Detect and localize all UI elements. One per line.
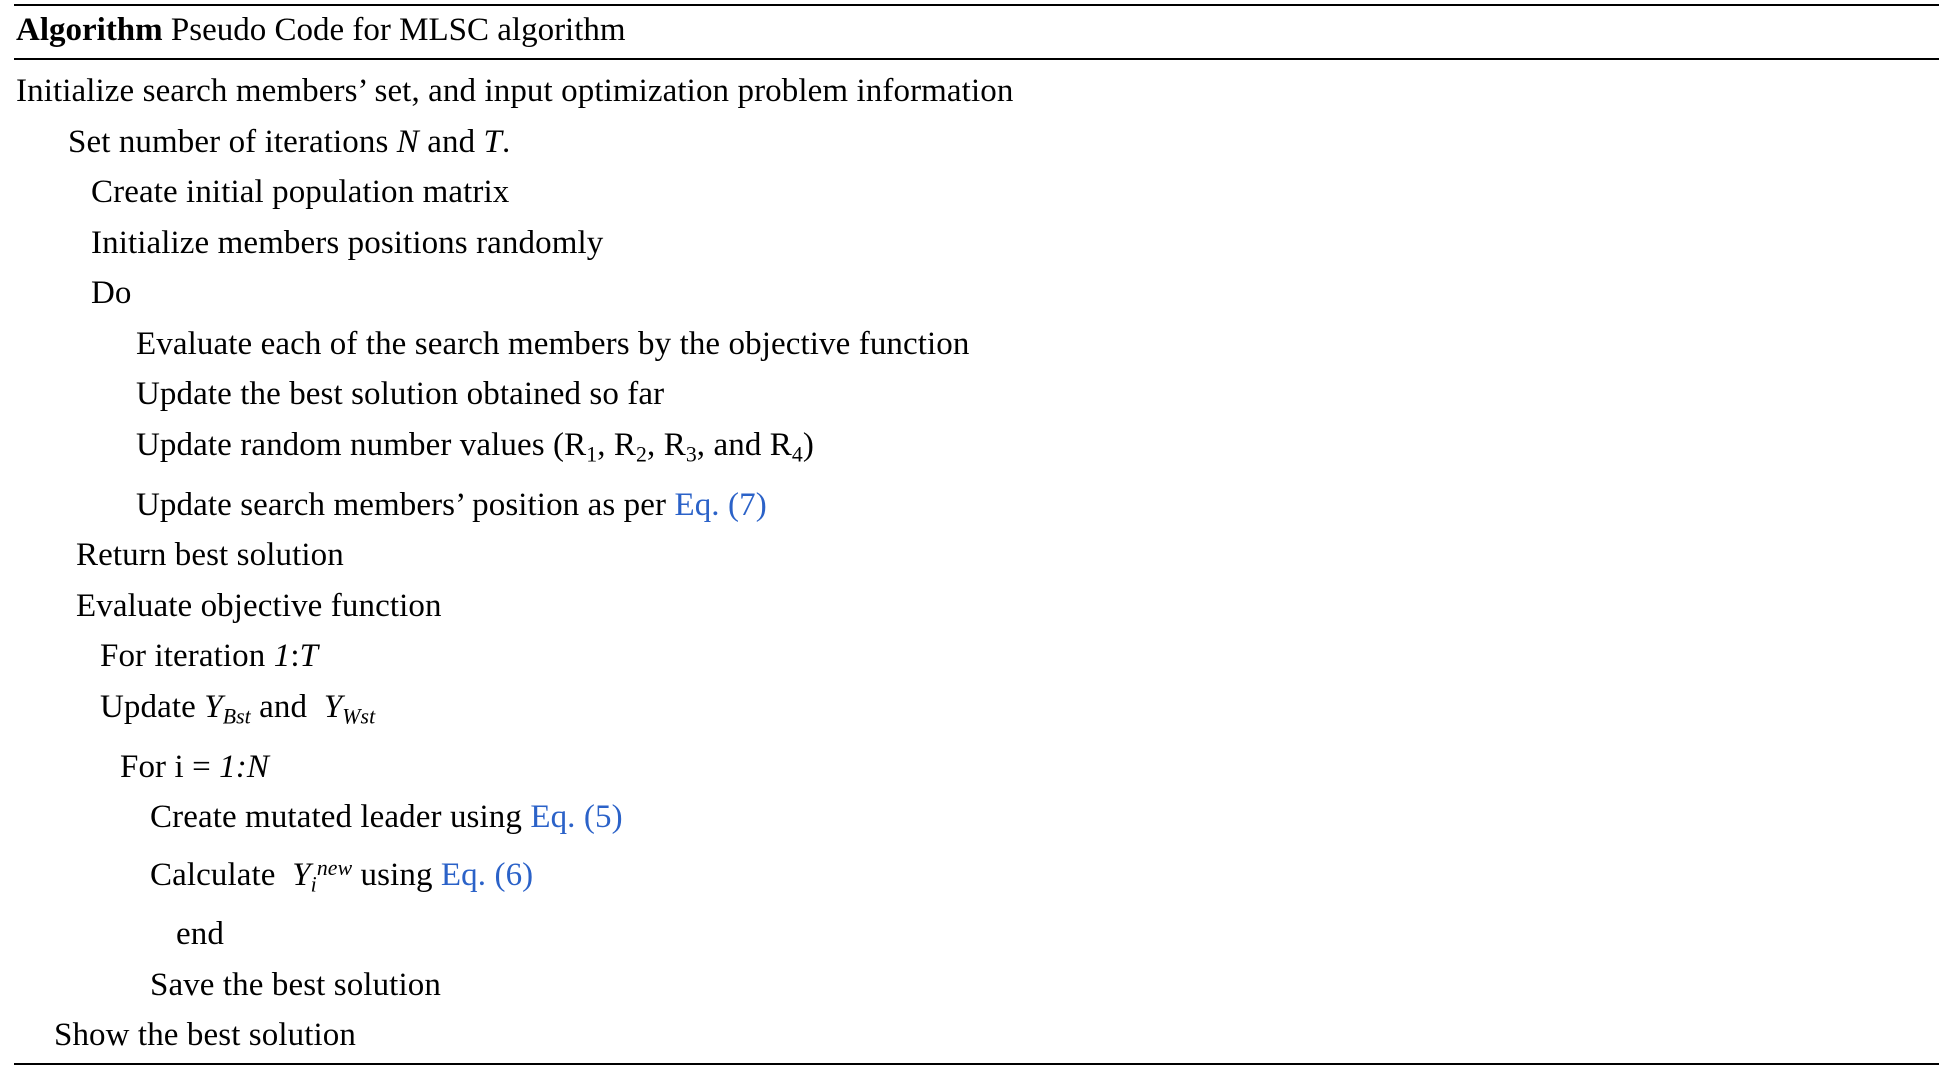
pseudocode-line: Calculate $Yi^{new}$ using Eq. (6) (150, 855, 534, 896)
pseudocode-line: Create mutated leader using Eq. (5) (150, 799, 623, 836)
pseudocode-line: Create initial population matrix (91, 174, 510, 210)
pseudocode-line: For i = 1:N (120, 748, 269, 785)
equation-ref-6[interactable]: Eq. (6) (440, 856, 534, 893)
pseudocode-line: Initialize members positions randomly (91, 224, 604, 261)
pseudocode-line: Show the best solution (54, 1017, 356, 1054)
pseudocode-line: Initialize search members’ set, and input optimization problem information (16, 73, 1014, 109)
algorithm-block (14, 4, 1939, 1065)
equation-ref-7[interactable]: Eq. (7) (674, 486, 767, 523)
pseudocode-line: Return best solution (76, 537, 344, 574)
pseudocode-body (14, 60, 1939, 1063)
pseudocode-line: For iteration 1:T (100, 638, 319, 675)
algorithm-keyword: Algorithm (16, 12, 163, 48)
pseudocode-line: Set number of iterations N and T. (68, 123, 511, 160)
pseudocode-line: end (176, 916, 224, 953)
pseudocode-line: Evaluate each of the search members by the objective function (136, 325, 970, 362)
pseudocode-line: Save the best solution (150, 966, 441, 1003)
algorithm-title: Pseudo Code for MLSC algorithm (162, 12, 626, 48)
bottom-rule (14, 1063, 1939, 1065)
pseudocode-line: Update YBst and YWst (100, 688, 376, 729)
pseudocode-line: Update random number values ($R_1$, $R_2$, $R_3$, and $R_4$) (136, 426, 814, 467)
pseudocode-line: Update search members’ position as per Eq. (7) (136, 486, 767, 523)
pseudocode-line: Do (91, 275, 132, 311)
equation-ref-5[interactable]: Eq. (5) (530, 799, 623, 836)
pseudocode-line: Evaluate objective function (76, 587, 442, 624)
algorithm-caption (14, 6, 1939, 58)
pseudocode-line: Update the best solution obtained so far (136, 376, 665, 412)
